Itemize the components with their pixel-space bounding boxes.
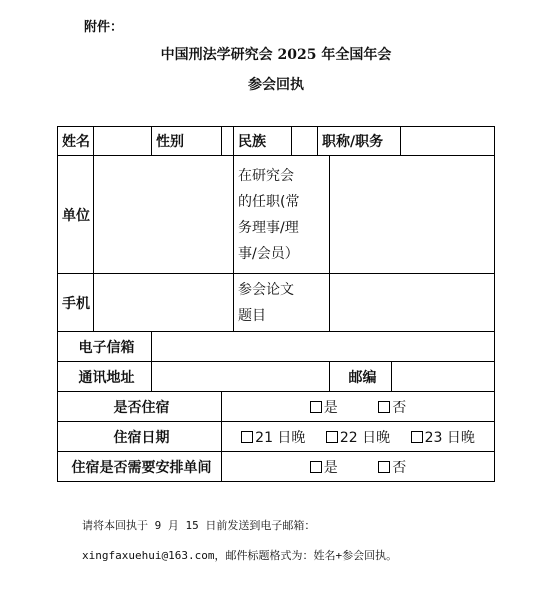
accommodation-no-option[interactable] (378, 397, 406, 417)
role-label-line: 事/会员） (238, 245, 299, 262)
email-label: 电子信箱 (58, 332, 152, 362)
address-label: 通讯地址 (58, 362, 152, 392)
paper-title-label (234, 274, 330, 332)
checkbox-icon[interactable] (310, 461, 322, 473)
single-room-no-option[interactable] (378, 457, 406, 477)
checkbox-icon[interactable] (411, 431, 423, 443)
row-unit (58, 156, 495, 274)
option-label: 是 (323, 459, 338, 476)
submission-note: 请将本回执于 9 月 15 日前发送到电子邮箱： (82, 519, 316, 532)
address-input[interactable] (152, 362, 330, 392)
email-input[interactable] (152, 332, 495, 362)
ethnicity-label: 民族 (234, 127, 292, 156)
name-label: 姓名 (58, 127, 94, 156)
postcode-input[interactable] (392, 362, 495, 392)
row-address (58, 362, 495, 392)
checkbox-icon[interactable] (241, 431, 253, 443)
option-label: 23 日晚 (424, 429, 475, 446)
registration-form-table (57, 126, 495, 482)
unit-label: 单位 (58, 156, 94, 274)
gender-label: 性别 (152, 127, 222, 156)
gender-input[interactable] (222, 127, 234, 156)
attachment-label: 附件： (84, 20, 124, 35)
form-subtitle: 参会回执 (248, 77, 304, 93)
role-label (234, 156, 330, 274)
date-23-option[interactable] (411, 427, 475, 447)
email-instruction: xingfaxuehui@163.com，邮件标题格式为：姓名+参会回执。 (82, 549, 398, 562)
single-room-label: 住宿是否需要安排单间 (58, 452, 222, 482)
date-21-option[interactable] (241, 427, 305, 447)
phone-input[interactable] (94, 274, 234, 332)
row-stay-dates (58, 422, 495, 452)
postcode-label: 邮编 (330, 362, 392, 392)
single-room-options (222, 452, 495, 482)
role-input[interactable] (330, 156, 495, 274)
stay-dates-options (222, 422, 495, 452)
ethnicity-input[interactable] (292, 127, 318, 156)
row-single-room (58, 452, 495, 482)
option-label: 22 日晚 (339, 429, 391, 446)
title-position-input[interactable] (401, 127, 495, 156)
role-label-line: 在研究会 (238, 167, 294, 184)
title-position-label: 职称/职务 (318, 127, 401, 156)
option-label: 否 (392, 399, 407, 416)
form-title: 中国刑法学研究会 2025 年全国年会 (160, 47, 392, 63)
name-input[interactable] (94, 127, 152, 156)
option-label: 否 (392, 459, 407, 476)
stay-dates-label: 住宿日期 (58, 422, 222, 452)
checkbox-icon[interactable] (326, 431, 338, 443)
date-22-option[interactable] (326, 427, 390, 447)
paper-title-input[interactable] (330, 274, 495, 332)
option-label: 是 (323, 399, 338, 416)
accommodation-yes-option[interactable] (310, 397, 338, 417)
single-room-yes-option[interactable] (310, 457, 338, 477)
paper-label-line: 参会论文 (238, 281, 294, 298)
row-phone (58, 274, 495, 332)
unit-input[interactable] (94, 156, 234, 274)
checkbox-icon[interactable] (378, 401, 390, 413)
paper-label-line: 题目 (238, 307, 266, 324)
checkbox-icon[interactable] (378, 461, 390, 473)
row-name (58, 127, 495, 156)
accommodation-label: 是否住宿 (58, 392, 222, 422)
row-accommodation (58, 392, 495, 422)
accommodation-options (222, 392, 495, 422)
role-label-line: 务理事/理 (238, 219, 299, 236)
option-label: 21 日晚 (255, 429, 306, 446)
row-email (58, 332, 495, 362)
checkbox-icon[interactable] (310, 401, 322, 413)
phone-label: 手机 (58, 274, 94, 332)
role-label-line: 的任职(常 (238, 193, 300, 210)
